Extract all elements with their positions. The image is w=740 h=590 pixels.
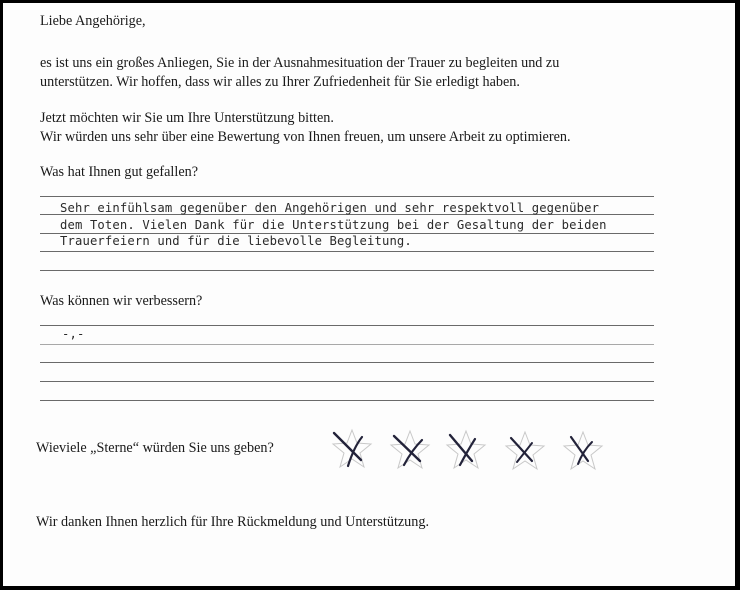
salutation: Liebe Angehörige, xyxy=(40,13,146,29)
star-crossed-icon xyxy=(559,429,607,473)
answer-text-line: Sehr einfühlsam gegenüber den Angehörigen und sehr respektvoll gegenüber xyxy=(60,201,600,215)
writing-line xyxy=(40,362,654,363)
star-2-marked[interactable] xyxy=(386,428,434,472)
writing-line xyxy=(40,381,654,382)
answer-text-line: Trauerfeiern und für die liebevolle Begleitung. xyxy=(60,234,412,248)
writing-line xyxy=(40,344,654,345)
star-4-marked[interactable] xyxy=(501,429,549,473)
star-crossed-icon xyxy=(328,427,376,471)
intro-text-line-1: es ist uns ein großes Anliegen, Sie in der Ausnahmesituation der Trauer zu begleiten und zu xyxy=(40,55,560,71)
intro-text-line-2: unterstützen. Wir hoffen, dass wir alles zu Ihrer Zufriedenheit für Sie erledigt haben. xyxy=(40,74,520,90)
writing-line xyxy=(40,196,654,197)
request-text-line-2: Wir würden uns sehr über eine Bewertung von Ihnen freuen, um unsere Arbeit zu optimieren. xyxy=(40,129,571,145)
writing-line xyxy=(40,325,654,326)
star-crossed-icon xyxy=(386,428,434,472)
rating-question-label: Wieviele „Sterne“ würden Sie uns geben? xyxy=(36,440,274,456)
answer-text-line: -,- xyxy=(62,327,85,341)
closing-text: Wir danken Ihnen herzlich für Ihre Rückmeldung und Unterstützung. xyxy=(36,514,430,530)
writing-line xyxy=(40,251,654,252)
writing-line xyxy=(40,400,654,401)
star-crossed-icon xyxy=(442,428,490,472)
question-improve-label: Was können wir verbessern? xyxy=(40,293,203,309)
feedback-form-page xyxy=(3,3,735,586)
question-liked-label: Was hat Ihnen gut gefallen? xyxy=(40,164,199,180)
request-text-line-1: Jetzt möchten wir Sie um Ihre Unterstützung bitten. xyxy=(40,110,334,126)
star-1-marked[interactable] xyxy=(328,427,376,471)
writing-line xyxy=(40,270,654,271)
star-5-marked[interactable] xyxy=(559,429,607,473)
answer-text-line: dem Toten. Vielen Dank für die Unterstützung bei der Gesaltung der beiden xyxy=(60,218,607,232)
star-crossed-icon xyxy=(501,429,549,473)
star-3-marked[interactable] xyxy=(442,428,490,472)
